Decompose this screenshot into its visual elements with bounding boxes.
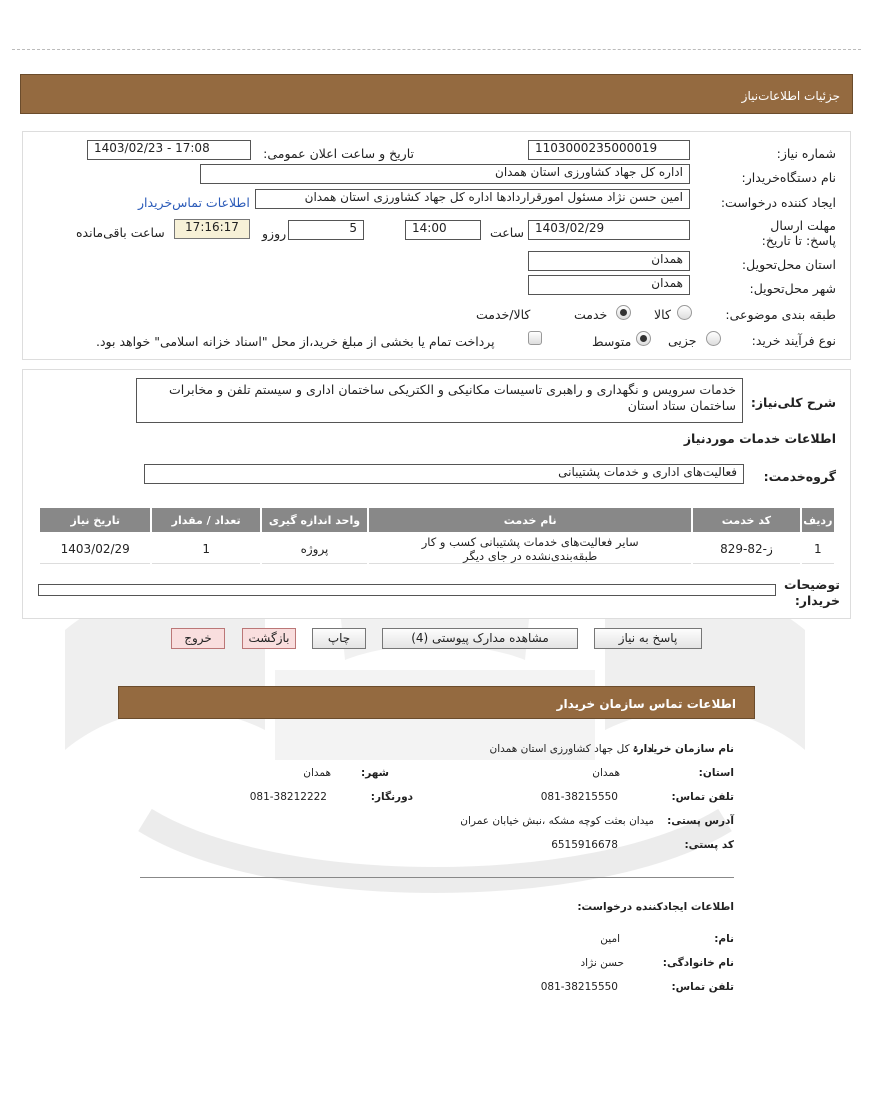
contact-phone-value: 081-38215550 [540, 791, 618, 803]
contact-org-label: نام سازمان خریدار: [633, 743, 734, 755]
remaining-time-field: 17:16:17 [174, 219, 250, 239]
treasury-payment-checkbox[interactable] [528, 331, 542, 345]
creator-first-name-value: امین [600, 933, 620, 945]
process-minor-radio[interactable] [706, 331, 721, 346]
creator-first-name-label: نام: [714, 933, 734, 945]
creator-field: امین حسن نژاد مسئول امورقراردادها اداره کل جهاد کشاورزی استان همدان [255, 189, 690, 209]
col-row: ردیف [802, 508, 834, 532]
remaining-label: ساعت باقی‌مانده [76, 225, 165, 240]
print-button[interactable]: چاپ [312, 628, 366, 649]
process-minor-label: جزیی [668, 333, 697, 348]
contact-fax-value: 081-38212222 [249, 791, 327, 803]
process-medium-label: متوسط [592, 334, 632, 349]
contact-header [118, 686, 755, 719]
col-name: نام خدمت [369, 508, 691, 532]
deadline-label: مهلت ارسال پاسخ: تا تاریخ: [761, 218, 836, 248]
back-button[interactable]: بازگشت [242, 628, 296, 649]
process-medium-radio[interactable] [636, 331, 651, 346]
category-service-radio[interactable] [616, 305, 631, 320]
col-code: کد خدمت [693, 508, 799, 532]
creator-label: ایجاد کننده درخواست: [720, 195, 836, 210]
creator-last-name-value: حسن نژاد [580, 957, 624, 969]
page-header [20, 74, 853, 114]
city-field: همدان [528, 275, 690, 295]
buyer-contact-link[interactable]: اطلاعات تماس‌خریدار [138, 195, 250, 210]
top-divider [12, 49, 861, 50]
contact-city-label: شهر: [361, 767, 389, 779]
contact-city-value: همدان [303, 767, 331, 779]
services-heading: اطلاعات خدمات موردنیاز [683, 431, 836, 446]
time-label: ساعت [490, 225, 525, 240]
page-title: جزئیات اطلاعات‌نیاز [741, 89, 840, 103]
days-field: 5 [288, 220, 364, 240]
treasury-payment-note: پرداخت تمام یا بخشی از مبلغ خرید،از محل "اسناد خزانه اسلامی" خواهد بود. [96, 334, 495, 349]
exit-button[interactable]: خروج [171, 628, 225, 649]
cell-row: 1 [802, 534, 834, 564]
announce-label: تاریخ و ساعت اعلان عمومی: [263, 146, 414, 161]
contact-province-value: همدان [592, 767, 620, 779]
category-goods-label: کالا [654, 307, 671, 322]
contact-title: اطلاعات تماس سازمان خریدار [556, 697, 736, 711]
creator-phone-label: تلفن تماس: [671, 981, 734, 993]
summary-text: خدمات سرویس و نگهداری و راهبری تاسیسات مکانیکی و الکتریکی ساختمان اداری و سیستم تلفن و مخابرات ساختمان ستاد استان [136, 378, 743, 423]
buyer-org-label: نام دستگاه‌خریدار: [741, 170, 836, 185]
contact-divider [140, 877, 734, 878]
province-label: استان محل‌تحویل: [741, 257, 836, 272]
buyer-notes-field [38, 584, 776, 596]
contact-org-value: اداره کل جهاد کشاورزی استان همدان [489, 743, 654, 755]
contact-address-label: آدرس پستی: [667, 815, 734, 827]
col-qty: تعداد / مقدار [152, 508, 259, 532]
contact-phone-label: تلفن تماس: [671, 791, 734, 803]
view-attachments-button[interactable]: مشاهده مدارک پیوستی (4) [382, 628, 578, 649]
buyer-notes-label: توضیحات خریدار: [784, 577, 840, 608]
cell-qty: 1 [152, 534, 259, 564]
process-label: نوع فرآیند خرید: [751, 333, 836, 348]
deadline-time-field: 14:00 [405, 220, 481, 240]
buyer-org-field: اداره کل جهاد کشاورزی استان همدان [200, 164, 690, 184]
cell-unit: پروژه [262, 534, 367, 564]
service-group-label: گروه‌خدمت: [763, 469, 836, 484]
days-label: روزو [262, 226, 287, 241]
summary-label: شرح کلی‌نیاز: [750, 395, 836, 410]
col-date: تاریخ نیاز [40, 508, 150, 532]
creator-phone-value: 081-38215550 [540, 981, 618, 993]
contact-postal-label: کد پستی: [684, 839, 734, 851]
cell-name: سایر فعالیت‌های خدمات پشتیبانی کسب و کار طبقه‌بندی‌نشده در جای دیگر [369, 534, 691, 564]
category-label: طبقه بندی موضوعی: [725, 307, 836, 322]
services-table [38, 506, 836, 566]
table-row [40, 534, 834, 564]
deadline-date-field: 1403/02/29 [528, 220, 690, 240]
need-number-field: 1103000235000019 [528, 140, 690, 160]
creator-info-title: اطلاعات ایجادکننده درخواست: [577, 901, 734, 913]
category-both-label: کالا/خدمت [476, 307, 531, 322]
city-label: شهر محل‌تحویل: [749, 281, 836, 296]
service-group-field: فعالیت‌های اداری و خدمات پشتیبانی [144, 464, 744, 484]
contact-postal-value: 6515916678 [551, 839, 618, 851]
contact-province-label: استان: [698, 767, 734, 779]
contact-fax-label: دورنگار: [370, 791, 413, 803]
services-table-header [40, 508, 834, 532]
need-number-label: شماره نیاز: [776, 146, 836, 161]
creator-last-name-label: نام خانوادگی: [662, 957, 734, 969]
province-field: همدان [528, 251, 690, 271]
contact-address-value: میدان بعثت کوچه مشکه ،نبش خیابان عمران [460, 815, 654, 827]
col-unit: واحد اندازه گیری [262, 508, 367, 532]
category-service-label: خدمت [574, 307, 608, 322]
cell-date: 1403/02/29 [40, 534, 150, 564]
cell-code: ز-82-829 [693, 534, 799, 564]
reply-button[interactable]: پاسخ به نیاز [594, 628, 702, 649]
category-goods-radio[interactable] [677, 305, 692, 320]
announce-field: 1403/02/23 - 17:08 [87, 140, 251, 160]
